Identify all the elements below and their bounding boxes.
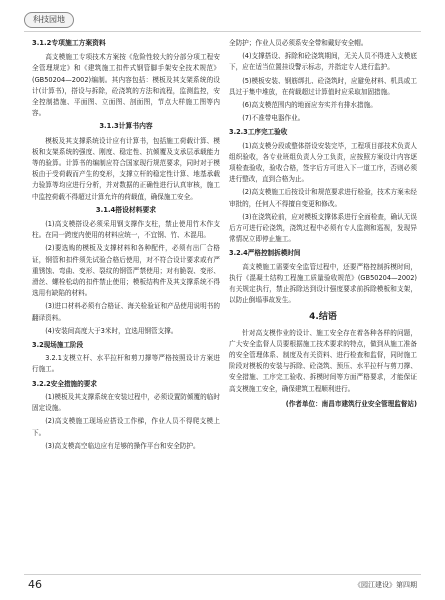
heading-3-2-2: 3.2.2安全措施的要求 [32,379,97,388]
paragraph: 全防护；作业人员必须系安全带和戴好安全帽。 [229,39,368,47]
paragraph: 模板及其支撑系统设计应有计算书，包括施工荷载计算、模板和支架系统的强度、刚度、稳定性、抗倾覆及支承层承载能力等的验算。计算书的编制应符合国家现行规范要求，同时对于模板由于受荷载而产生的变形，支撑立杆的稳定性计算、地基承载力验算等均应进行分析，并对数据的正确性进行认真审核，施工中监控荷载不得超过计算允许的荷载值，确保施工安全。 [32,136,220,201]
paragraph: (6)高支模范围内的地面应夯实并有排水措施。 [242,101,377,110]
footer-divider [24,574,421,575]
paragraph: (5)模板安装、钢筋绑扎、砼浇筑时，应避免材料、机具或工具过于集中堆放，在荷载超过计算值时应采取加固措施。 [229,76,417,96]
paragraph: 3.2.1支模立杆、水平拉杆和剪刀撑等严格按照设计方案进行施工。 [32,354,220,374]
heading-3-2-3: 3.2.3工序完工验收 [229,128,288,137]
paragraph: (4)安装间高度大于3米时，宜选用钢管支撑。 [45,326,178,335]
heading-3-2-4: 3.2.4严格控制拆模时间 [229,249,301,258]
paragraph: 针对高支模作业的设计、施工安全存在着各种各样的问题，广大安全监督人员要根据施工技术要求的特点，做到从施工准备的安全管理体系、制度及有关资料、进行检查和监督，同时施工阶段对模板的安装与拆除、砼浇筑、预压、水平拉杆与剪刀撑、安全措施、工序完工验收、拆模时间等方面严格要求，才能保证高支模施工安全，确保建筑工程顺利进行。 [229,328,417,393]
page-number: 46 [28,578,42,591]
heading-3-1-3: 3.1.3计算书内容 [99,122,153,131]
paragraph: (1)高支模搭设必须采用钢支撑作支柱，禁止使用竹木作支柱。在同一跨度内使用的材料应统一，不宜钢、竹、木混用。 [32,220,220,240]
heading-3-2: 3.2现场施工阶段 [32,341,84,350]
paragraph: (2)要选购的模板及支撑材料和各种配件，必须有出厂合格证，钢管和扣件须先试验合格后使用，对不符合设计要求或有严重锈蚀、弯曲、变形、裂纹的钢管严禁使用；对有脆裂、变形、滑丝、螺栓松动的扣件禁止使用；模板结构件及其支撑系统不得选用有缺陷的材料。 [32,244,220,298]
left-column [32,38,220,454]
author-affiliation: (作者单位：南昌市建筑行业安全管理监督站) [285,399,417,408]
paragraph: (3)在浇筑砼前，应对模板支撑体系进行全面检查，确认无误后方可进行砼浇筑，浇筑过程中必须有专人监测和巡视，发现异常情况立即停止施工。 [229,212,417,244]
right-column [229,38,417,412]
paragraph: (1)模板及其支撑系统在安装过程中，必须设置防倾覆的临时固定设施。 [32,392,220,413]
paragraph: 高支模施工需要安全监管过程中，还要严格控制拆模时间，执行《混凝土结构工程施工质量验收规范》(GB50204—2002)有关规定执行，禁止拆除达到设计强度要求前拆除模板和支架，以防止倒塌事故发生。 [229,262,417,305]
heading-3-1-4: 3.1.4搭设材料要求 [95,205,157,214]
header-divider [24,31,421,32]
paragraph: (3)进口材料必须有合格证、海关检验证和产品使用说明书的翻译资料。 [32,302,220,322]
paragraph: (1)高支模分段或整体搭设安装完毕，工程项目部技术负责人组织验收，各专业班组负责人分工负责，应按照方案设计内容逐项检查验收，验收合格，签字后方可进入下一道工序，否则必须进行整改，直到合格为止。 [229,141,417,184]
paragraph: 高支模施工专项技术方案按《危险性较大的分部分项工程安全管理规定》和《建筑施工扣件式钢管脚手架安全技术规范》(GB50204—2002)编制。其内容包括：模板及其支架系统的设计(计算书)，搭设与拆除，砼浇筑的方法和流程，监测监控，安全控制措施、平面图、立面图、剖面图，节点大样施工图等内容。 [32,53,220,118]
heading-conclusion: 4.结语 [309,312,337,323]
paragraph: (2)高支模施工后按设计和规范要求进行检验，技术方案未经审批的，任何人不得擅自变更和修改。 [229,188,417,208]
paragraph: (3)高支模高空临边应有足够的操作平台和安全防护。 [45,441,200,450]
paragraph: (7)不准带电器作业。 [242,114,305,123]
paragraph: (4)支撑搭设、拆除和砼浇筑期间，无关人员不得进入支模底下，应在适当位置挂设警示标志，并指定专人进行监护。 [229,52,417,72]
section-tag: 科技园地 [24,12,74,28]
heading-3-1-2: 3.1.2专项施工方案资料 [32,39,106,47]
paragraph: (2)高支模施工现场应搭设工作梯，作业人员不得爬支模上下。 [32,417,220,437]
journal-name: 《园江建设》第四期 [354,581,417,589]
